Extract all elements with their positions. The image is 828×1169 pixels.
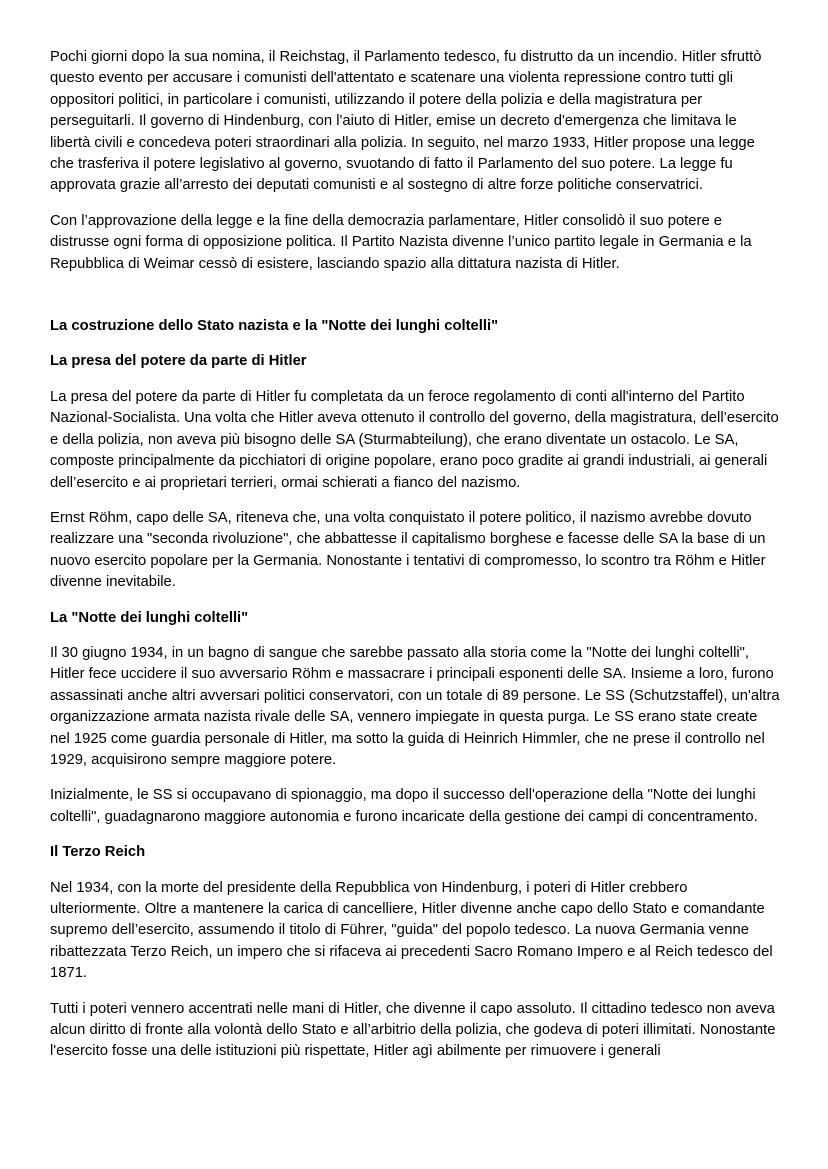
paragraph-end-of-democracy: Con l’approvazione della legge e la fine della democrazia parlamentare, Hitler consolidò il suo potere e distrusse ogni forma di opposizione politica. Il Partito Nazista divenne l’unico partito legale in Germania e la Repubblica di Weimar cessò di esistere, lasciando spazio alla dittatura nazista di Hitler. [50,212,752,272]
paragraph-june-1934: Il 30 giugno 1934, in un bagno di sangue che sarebbe passato alla storia come la "Notte dei lunghi coltelli", Hitler fece uccidere il suo avversario Röhm e massacrare i principali esponenti delle SA. Insieme a loro, furono assassinati anche altri avversari politici conservatori, con un totale di 89 persone. Le SS (Schutzstaffel), un'altra organizzazione armata nazista rivale delle SA, vennero impiegate in questa purga. Le SS erano state create nel 1925 come guardia personale di Hitler, ma sotto la guida di Heinrich Himmler, che ne prese il controllo nel 1929, acquisirono sempre maggiore potere. [50,644,780,768]
paragraph-fuhrer: Nel 1934, con la morte del presidente della Repubblica von Hindenburg, i poteri di Hitler crebbero ulteriormente. Oltre a mantenere la carica di cancelliere, Hitler divenne anche capo dello Stato e comandante supremo dell’esercito, assumendo il titolo di Führer, "guida" del popolo tedesco. La nuova Germania venne ribattezzata Terzo Reich, un impero che si rifaceva ai precedenti Sacro Romano Impero e al Reich tedesco del 1871. [50,879,773,982]
paragraph-absolute-power: Tutti i poteri vennero accentrati nelle mani di Hitler, che divenne il capo assoluto. Il cittadino tedesco non aveva alcun diritto di fronte alla volontà dello Stato e all’arbitrio della polizia, che godeva di poteri illimitati. Nonostante l'esercito fosse una delle istituzioni più rispettate, Hitler agì abilmente per rimuovere i generali [50,1000,776,1060]
paragraph-ss-role: Inizialmente, le SS si occupavano di spionaggio, ma dopo il successo dell'operazione della "Notte dei lunghi coltelli", guadagnarono maggiore autonomia e furono incaricate della gestione dei campi di concentramento. [50,787,758,825]
subsection-title-night-of-long-knives: La "Notte dei lunghi coltelli" [50,609,249,626]
subsection-title-third-reich: Il Terzo Reich [50,844,146,861]
paragraph-sa-obstacle: La presa del potere da parte di Hitler fu completata da un feroce regolamento di conti all'interno del Partito Nazional-Socialista. Una volta che Hitler aveva ottenuto il controllo del governo, della magistratura, dell’esercito e della polizia, non aveva più bisogno delle SA (Sturmabteilung), che erano diventate un ostacolo. Le SA, composte principalmente da picchiatori di origine popolare, erano poco gradite ai grandi industriali, ai generali dell’esercito e ai proprietari terrieri, ormai schierati a fianco del nazismo. [50,388,779,491]
subsection-title-seizure-of-power: La presa del potere da parte di Hitler [50,353,307,370]
paragraph-reichstag-fire: Pochi giorni dopo la sua nomina, il Reichstag, il Parlamento tedesco, fu distrutto da un incendio. Hitler sfruttò questo evento per accusare i comunisti dell'attentato e scatenare una violenta repressione contro tutti gli oppositori politici, in particolare i comunisti, utilizzando il potere della polizia e della magistratura per perseguitarli. Il governo di Hindenburg, con l'aiuto di Hitler, emise un decreto d'emergenza che limitava le libertà civili e concedeva poteri straordinari alla polizia. In seguito, nel marzo 1933, Hitler propose una legge che trasferiva il potere legislativo al governo, svuotando di fatto il Parlamento del suo potere. La legge fu approvata grazie all’arresto dei deputati comunisti e al sostegno di altre forze politiche conservatrici. [50,49,762,194]
document-page [50,47,780,1063]
paragraph-rohm: Ernst Röhm, capo delle SA, riteneva che, una volta conquistato il potere politico, il nazismo avrebbe dovuto realizzare una "seconda rivoluzione", che abbattesse il capitalismo borghese e facesse delle SA la base di un nuovo esercito popolare per la Germania. Nonostante i tentativi di compromesso, lo scontro tra Röhm e Hitler divenne inevitabile. [50,509,766,591]
section-title: La costruzione dello Stato nazista e la "Notte dei lunghi coltelli" [50,318,499,335]
